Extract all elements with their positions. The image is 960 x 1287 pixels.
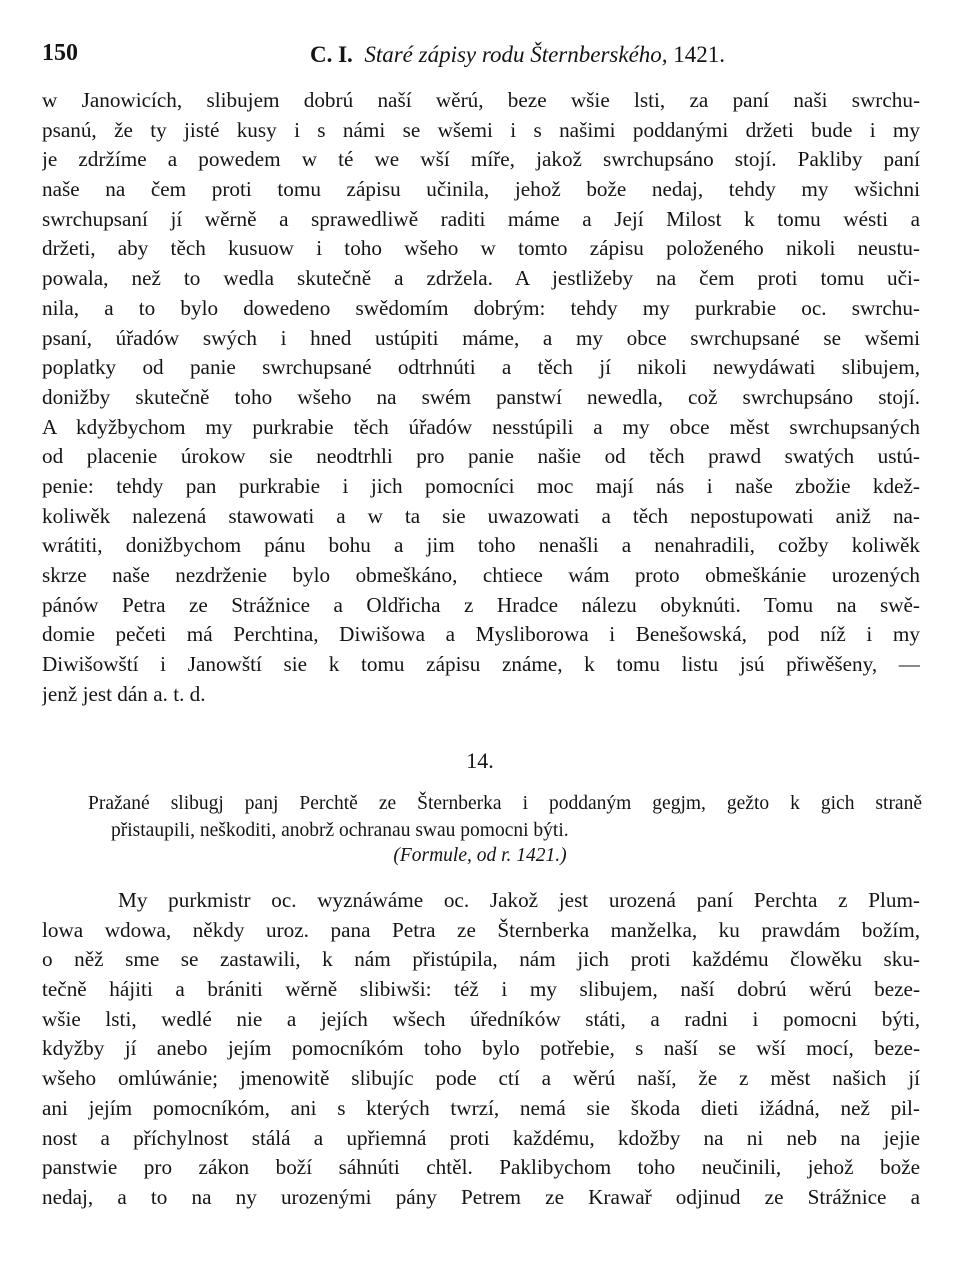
chapter-label: C. I.	[310, 42, 353, 67]
text-line: wšeho omlúwánie; jmenowitě slibujíc pode ctí a wěrú naší, že z měst našich jí	[42, 1066, 920, 1091]
header-year: 1421.	[673, 42, 726, 67]
text-line: Diwišowští i Janowští sie k tomu zápisu známe, k tomu listu jsú přiwěšeny, —	[42, 652, 920, 677]
page-number: 150	[42, 40, 78, 66]
text-line: donižby skutečně toho wšeho na swém panstwí newedla, což swrchupsáno stojí.	[42, 384, 920, 409]
text-line: powala, než to wedla skutečně a zdržela. A jestližeby na čem proti tomu uči-	[42, 266, 920, 291]
text-line: o něž sme se zastawili, k nám přistúpila, nám jich proti každému člowěku sku-	[42, 947, 920, 972]
section-number: 14.	[466, 748, 494, 773]
text-line: nedaj, a to na ny urozenými pány Petrem ze Krawař odjinud ze Strážnice a	[42, 1184, 920, 1209]
text-line: wšie lsti, wedlé nie a jejích wšech úředníków státi, a radni i pomocni býti,	[42, 1006, 920, 1031]
text-line: w Janowicích, slibujem dobrú naší wěrú, beze wšie lsti, za paní naši swrchu-	[42, 88, 920, 112]
text-line: kdyžby jí anebo jejím pomocníkóm toho bylo potřebie, s naší se wší mocí, beze-	[42, 1036, 920, 1061]
text-line: nila, a to bylo dowedeno swědomím dobrým: tehdy my purkrabie oc. swrchu-	[42, 295, 920, 320]
text-line: panstwie pro zákon boží sáhnúti chtěl. Paklibychom toho neučinili, jehož bože	[42, 1155, 920, 1180]
body-paragraph-2	[42, 886, 920, 1213]
text-line: lowa wdowa, někdy uroz. pana Petra ze Šternberka manželka, ku prawdám božím,	[42, 917, 920, 942]
text-line: koliwěk nalezená stawowati a w ta sie uwazowati a těch nepostupowati aniž na-	[42, 503, 920, 528]
running-header	[42, 40, 922, 80]
text-line: skrze naše nezdrženie bylo obmeškáno, chtiece wám proto obmeškánie urozených	[42, 563, 920, 587]
heading-line: Pražané slibugj panj Perchtě ze Šternberka i poddaným gegjm, gežto k gich straně	[88, 793, 922, 814]
body-paragraph-1	[42, 86, 920, 709]
text-line: nost a příchylnost stálá a upřiemná proti každému, kdožby na ni neb na jejie	[42, 1125, 920, 1150]
text-line: psanú, že ty jisté kusy i s námi se wšemi i s našimi poddanými držeti bude i my	[42, 117, 920, 142]
running-title	[310, 42, 725, 68]
document-heading	[88, 790, 922, 844]
text-line: je zdržíme a powedem w té we wší míře, jakož swrchupsáno stojí. Pakliby paní	[42, 147, 920, 172]
source-note: (Formule, od r. 1421.)	[393, 845, 567, 866]
text-line: domie pečeti má Perchtina, Diwišowa a Mysliborowa i Benešowská, pod níž i my	[42, 622, 920, 647]
text-line: ani jejím pomocníkóm, ani s kterých twrzí, nemá sie škoda dieti ižádná, než pil-	[42, 1095, 920, 1120]
text-line: držeti, aby těch kusuow i toho wšeho w tomto zápisu položeného nikoli neustu-	[42, 236, 920, 261]
text-line: My purkmistr oc. wyznáwáme oc. Jakož jest urozená paní Perchta z Plum-	[118, 888, 920, 912]
text-line: poplatky od panie swrchupsané odtrhnúti a těch jí nikoli newydáwati slibujem,	[42, 355, 920, 380]
text-line: od placenie úrokow sie neodtrhli pro panie našie od těch prawd swatých ustú-	[42, 444, 920, 469]
text-line: penie: tehdy pan purkrabie i jich pomocníci moc mají nás i naše zbožie kdež-	[42, 473, 920, 498]
text-line: jenž jest dán a. t. d.	[42, 681, 206, 706]
text-line: wrátiti, donižbychom pánu bohu a jim toho nenašli a nenahradili, cožby koliwěk	[42, 533, 920, 558]
text-line: A kdyžbychom my purkrabie těch úřadów nesstúpili a my obce měst swrchupsaných	[42, 414, 920, 439]
text-line: naše na čem proti tomu zápisu učinila, jehož bože nedaj, tehdy my wšichni	[42, 177, 920, 202]
text-line: tečně hájiti a brániti wěrně slibiwši: též i my slibujem, naší dobrú wěrú beze-	[42, 977, 920, 1002]
text-line: psaní, úřadów swých i hned ustúpiti máme, a my obce swrchupsané se wšemi	[42, 325, 920, 350]
book-title: Staré zápisy rodu Šternberského,	[364, 42, 668, 67]
text-line: swrchupsaní jí wěrně a sprawedliwě raditi máme a Její Milost k tomu wésti a	[42, 206, 920, 231]
text-line: pánów Petra ze Strážnice a Oldřicha z Hradce nálezu obyknúti. Tomu na swě-	[42, 592, 920, 617]
heading-line: přistaupili, neškoditi, anobrž ochranau swau pomocni býti.	[111, 820, 569, 841]
